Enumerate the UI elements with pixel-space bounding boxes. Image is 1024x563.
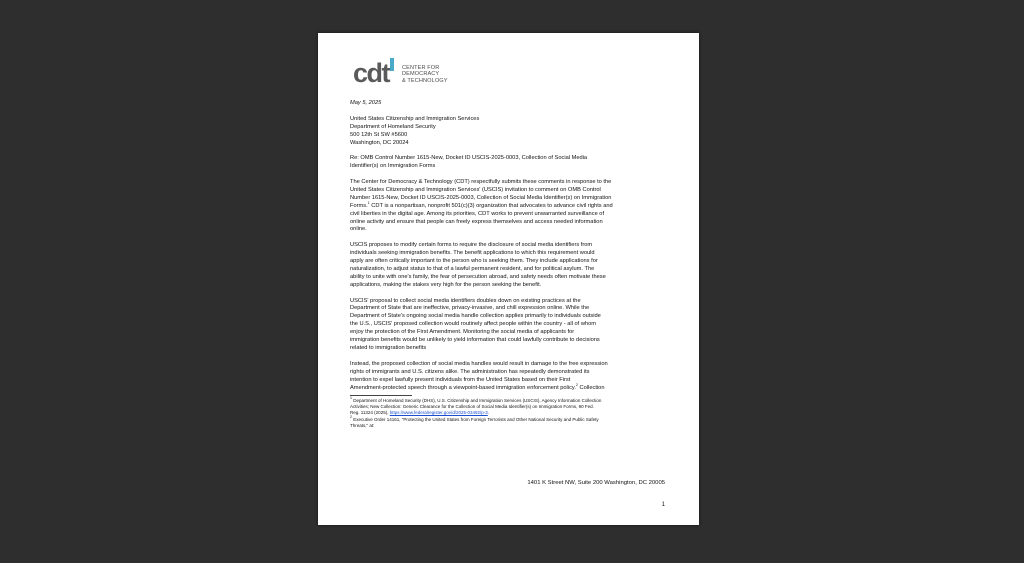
footnotes: $^1$ Department of Homeland Security (DHS), U.S. Citizenship and Immigration Services (USCIS), Agency Information Collection Activities; New Collection: Generic Clearance for the Collection of Social Media Identifier(s) on Immigration Forms, 90 Fed. Reg. 11324 (2025), https://www.federalregister.gov/d/2025-03492/p-3. $^2$ Executive Order 14161, "Protecting the United States from Foreign Terrorists and Other National Security and Public Safety Threats," at: (350, 398, 668, 429)
footnote-ref-2[interactable]: 2 (575, 382, 578, 387)
footnote-divider (350, 395, 412, 396)
paragraph-2: USCIS proposes to modify certain forms to require the disclosure of social media identifiers from individuals seeking immigration benefits. The benefit applications to which this requirement would apply are often critically important to the person who is seeking them. They include applications for naturalization, to adjust status to that of a lawful permanent resident, and for political asylum. The ability to unite with one's family, the fear of persecution abroad, and safety needs often motivate these applications, making the stakes very high for the person seeking the benefit. (350, 242, 606, 288)
cdt-logo-mark (352, 55, 404, 89)
recipient-address (350, 116, 668, 148)
footnote-ref-1[interactable]: 1 (367, 200, 370, 205)
address-line: United States Citizenship and Immigration Services (350, 115, 480, 122)
address-line: Department of Homeland Security (350, 123, 436, 130)
federal-register-link[interactable]: https://www.federalregister.gov/d/2025-03492/p-3 (389, 410, 488, 416)
letter-date: May 5, 2025 (350, 100, 382, 106)
logo-accent-bar (390, 58, 394, 71)
re-line: Re: OMB Control Number 1615-New, Docket ID USCIS-2025-0003, Collection of Social Media Identifier(s) on Immigration Forms (350, 155, 588, 170)
footnote-1: $^1$ Department of Homeland Security (DHS), U.S. Citizenship and Immigration Services (USCIS), Agency Information Collection (350, 396, 602, 404)
page-number: 1 (661, 502, 665, 508)
logo-org-name (402, 65, 448, 84)
letter-body (350, 100, 668, 429)
svg-text:cdt: cdt (353, 58, 389, 88)
address-line: Washington, DC 20024 (350, 139, 409, 146)
paragraph-3: USCIS' proposal to collect social media identifiers doubles down on existing practices at the Department of State that are ineffective, privacy-invasive, and chill expression online. While the Department of State's ongoing social media handle collection applies primarily to individuals outside the U.S., USCIS' proposed collection would routinely affect people within the country - all of whom enjoy the protection of the First Amendment. Monitoring the social media of applicants for immigration benefits would be unlikely to yield information that could lawfully contribute to decisions related to immigration benefits (350, 297, 601, 352)
cdt-logo (352, 55, 472, 93)
paragraph-1: The Center for Democracy & Technology (CDT) respectfully submits these comments in response to the United States Citizenship and Immigration Services' (USCIS) invitation to comment on OMB Control Number 1615-New, Docket ID USCIS-2025-0003, Collection of Social Media Identifier(s) on Immigration Forms.$^1$ CDT is a nonpartisan, nonprofit 501(c)(3) organization that advocates to advance civil rights and civil liberties in the digital age. Among its priorities, CDT works to prevent unwarranted surveillance of online activity and ensure that people can freely express themselves and access needed information online. (350, 179, 613, 233)
logo-line: & TECHNOLOGY (402, 77, 448, 84)
address-line: 500 12th St SW #5600 (350, 131, 408, 138)
document-page (318, 33, 699, 525)
logo-line: CENTER FOR (402, 65, 440, 71)
paragraph-4: Instead, the proposed collection of social media handles would result in damage to the free expression rights of immigrants and U.S. citizens alike. The administration has repeatedly demonstrated its intention to expel lawfully present individuals from the United States based on their First Amendment-protected speech through a viewpoint-based immigration enforcement policy.$^2$ Collection (350, 360, 608, 391)
footnote-2: $^2$ Executive Order 14161, "Protecting the United States from Foreign Terrorists and Other National Security and Public Safety (350, 414, 599, 422)
logo-line: DEMOCRACY (402, 71, 440, 78)
footer-address: 1401 K Street NW, Suite 200 Washington, DC 20005 (527, 480, 665, 486)
